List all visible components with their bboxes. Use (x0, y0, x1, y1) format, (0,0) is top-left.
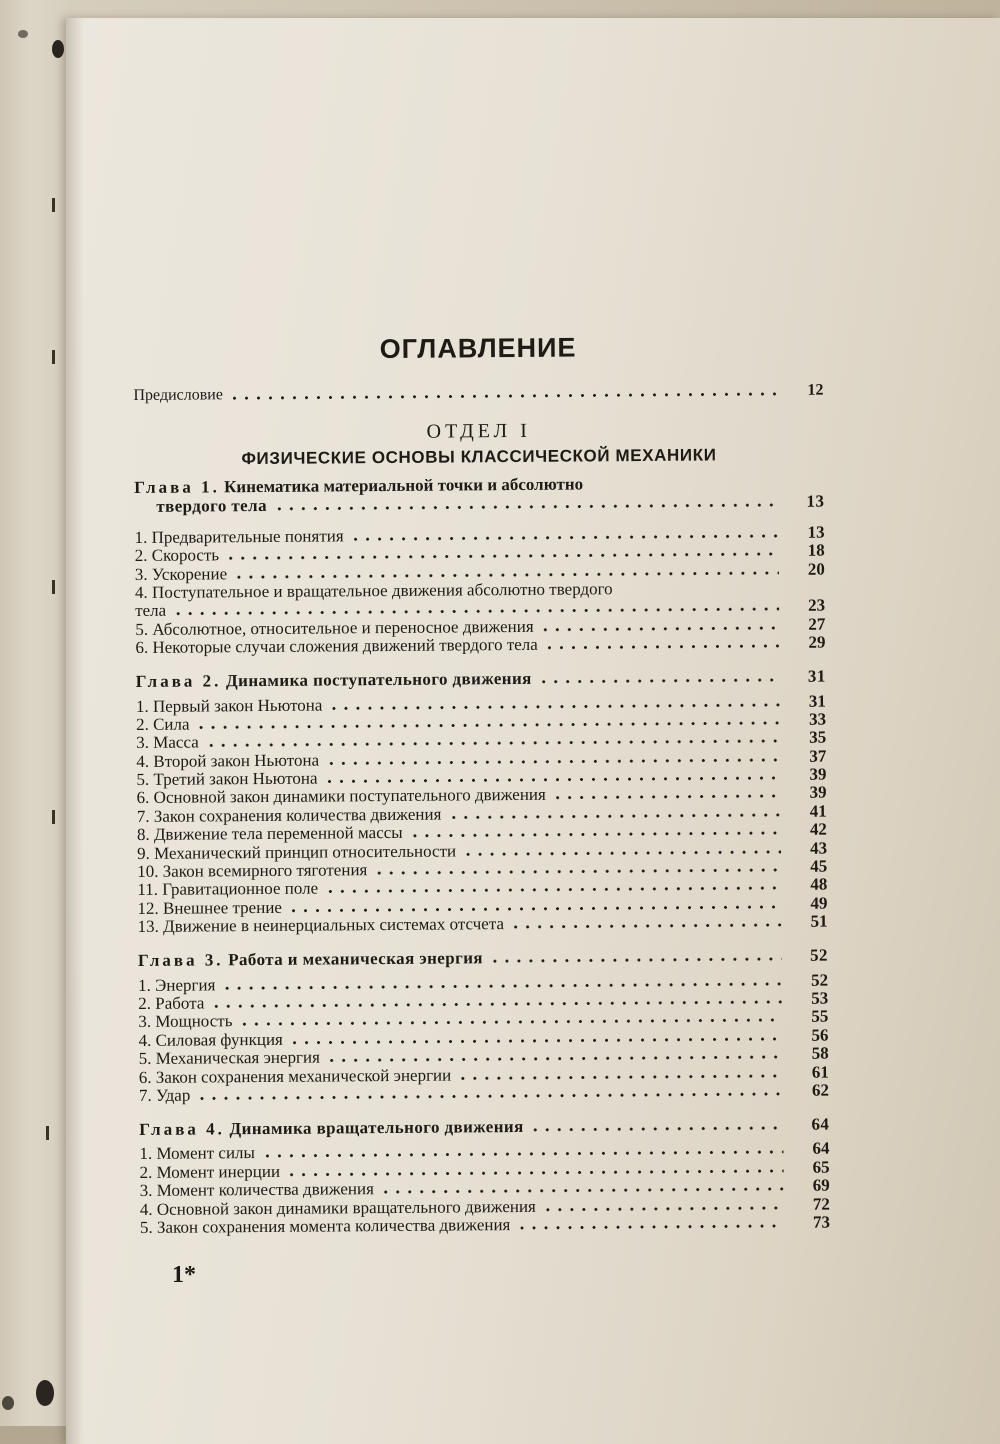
table-of-contents (133, 331, 830, 1237)
item-page: 52 (811, 970, 829, 990)
item-text: 3. Масса (136, 732, 199, 753)
item-text: 5. Механическая энергия (138, 1047, 320, 1069)
leader-dots (225, 552, 779, 560)
item-page: 62 (811, 1080, 830, 1100)
item-page: 58 (811, 1043, 829, 1063)
item-text: 5. Абсолютное, относительное и переносное движения (135, 616, 534, 639)
leader-dots (350, 534, 779, 541)
chapter-label: Глава 3. (137, 950, 224, 971)
leader-dots (542, 1205, 784, 1211)
page-stain (18, 30, 28, 38)
chapter-2 (136, 664, 828, 936)
toc-preface (133, 378, 823, 405)
item-page: 23 (808, 595, 826, 616)
page-stain (36, 1380, 54, 1406)
chapter-page: 64 (811, 1114, 830, 1134)
chapter-title: Динамика поступательного движения (225, 669, 532, 691)
item-page: 33 (808, 709, 827, 729)
page-stain (2, 1396, 14, 1410)
chapter-page: 13 (806, 491, 825, 512)
leader-dots (233, 570, 779, 578)
item-text: 1. Энергия (138, 974, 216, 995)
part-label: ОТДЕЛ I (426, 419, 531, 443)
chapter-1 (134, 473, 825, 658)
leader-dots (409, 831, 781, 838)
binding-stitch (52, 198, 55, 212)
chapter-page: 31 (807, 666, 826, 686)
page-binding-shadow (66, 18, 84, 1444)
item-page: 61 (811, 1062, 829, 1082)
binding-stitch (46, 1126, 49, 1140)
binding-stitch (52, 580, 55, 594)
leader-dots (540, 626, 780, 632)
item-page: 42 (809, 819, 827, 839)
item-text: 4. Поступательное и вращательное движения абсолютно твердого (134, 579, 613, 602)
item-text: 8. Движение тела переменной массы (136, 823, 403, 845)
leader-dots (457, 1073, 783, 1080)
page-title: ОГЛАВЛЕНИЕ (379, 332, 577, 365)
leader-dots (172, 607, 779, 616)
item-text: 10. Закон всемирного тяготения (137, 860, 368, 882)
leader-dots (210, 1000, 782, 1008)
item-text: 7. Удар (138, 1085, 191, 1105)
item-page: 20 (807, 559, 825, 579)
item-page: 27 (808, 614, 826, 634)
item-text: 4. Второй закон Ньютона (136, 750, 320, 771)
leader-dots (544, 644, 780, 650)
leader-dots (530, 1126, 784, 1132)
item-page: 45 (810, 856, 828, 876)
item-text: 1. Момент силы (139, 1143, 255, 1164)
chapter-page: 52 (809, 945, 828, 965)
item-page: 48 (810, 874, 828, 895)
item-text: 2. Сила (135, 714, 190, 734)
item-page: 31 (808, 691, 826, 711)
item-page: 37 (809, 746, 827, 766)
binding-stitch (52, 810, 55, 824)
binding-stitch (52, 350, 55, 364)
item-page: 64 (812, 1138, 830, 1159)
leader-dots (516, 1224, 784, 1230)
chapter-title: Динамика вращательного движения (229, 1116, 524, 1139)
chapter-label: Глава 2. (135, 671, 222, 692)
chapter-4 (139, 1111, 830, 1236)
leader-dots (238, 1018, 782, 1026)
item-text: 3. Ускорение (134, 563, 228, 584)
leader-dots (261, 1150, 784, 1158)
page-stain (52, 40, 64, 58)
item-text: 5. Закон сохранения момента количества движения (139, 1214, 511, 1237)
item-page: 55 (811, 1006, 829, 1027)
item-text: 1. Предварительные понятия (134, 526, 344, 547)
item-page: 13 (807, 522, 825, 542)
item-text: 2. Момент инерции (139, 1161, 281, 1182)
item-text: 5. Третий закон Ньютона (136, 768, 318, 790)
item-text: 2. Работа (138, 993, 205, 1013)
leader-dots (288, 905, 782, 913)
chapter-3 (138, 943, 829, 1105)
part-title: ФИЗИЧЕСКИЕ ОСНОВЫ КЛАССИЧЕСКОЙ МЕХАНИКИ (241, 445, 717, 469)
item-page: 39 (809, 764, 827, 784)
leader-dots (273, 503, 778, 511)
item-page: 65 (812, 1157, 830, 1177)
leader-dots (324, 886, 781, 894)
signature-mark: 1* (172, 1262, 196, 1288)
item-page: 18 (807, 540, 825, 560)
leader-dots (229, 392, 778, 400)
item-text: 4. Основной закон динамики вращательного движения (139, 1196, 536, 1219)
item-page: 53 (811, 988, 829, 1008)
leader-dots (196, 1092, 783, 1101)
item-page: 39 (809, 783, 827, 803)
item-text: 7. Закон сохранения количества движения (136, 804, 442, 826)
leader-dots (373, 868, 781, 875)
leader-dots (462, 850, 781, 857)
item-text-cont: тела (135, 601, 167, 621)
leader-dots (447, 813, 780, 820)
leader-dots (196, 721, 781, 730)
chapter-title-cont: твердого тела (156, 496, 268, 517)
item-page: 73 (812, 1212, 831, 1232)
item-text: 3. Момент количества движения (139, 1179, 374, 1201)
item-text: 3. Мощность (138, 1011, 233, 1032)
leader-dots (380, 1187, 784, 1194)
leader-dots (489, 957, 782, 963)
item-text: 6. Закон сохранения механической энергии (138, 1065, 452, 1087)
preface-page: 12 (807, 381, 824, 399)
item-page: 51 (810, 911, 828, 931)
leader-dots (326, 1055, 783, 1063)
item-page: 56 (811, 1025, 829, 1045)
item-text: 12. Внешнее трение (137, 897, 283, 918)
leader-dots (325, 758, 780, 766)
chapter-title: Работа и механическая энергия (228, 948, 484, 970)
item-page: 41 (809, 801, 827, 821)
item-text: 13. Движение в неинерциальных системах отсчета (137, 914, 505, 937)
item-text: 11. Гравитационное поле (137, 878, 319, 900)
item-page: 29 (808, 632, 826, 652)
leader-dots (510, 923, 782, 929)
item-text: 6. Основной закон динамики поступательного движения (136, 785, 546, 808)
leader-dots (552, 794, 781, 800)
leader-dots (328, 702, 780, 710)
chapter-title: Кинематика материальной точки и абсолютно (223, 474, 584, 497)
item-page: 35 (809, 727, 827, 747)
leader-dots (286, 1169, 784, 1177)
item-text: 1. Первый закон Ньютона (135, 695, 323, 716)
item-page: 72 (812, 1194, 830, 1214)
item-text: 6. Некоторые случаи сложения движений твердого тела (135, 634, 538, 658)
preface-label: Предисловие (133, 386, 223, 404)
leader-dots (221, 982, 782, 990)
item-page: 69 (812, 1175, 830, 1195)
item-text: 9. Механический принцип относительности (136, 841, 457, 863)
item-page: 49 (810, 893, 828, 913)
chapter-label: Глава 1. (134, 477, 220, 497)
item-text: 4. Силовая функция (138, 1029, 283, 1050)
chapter-label: Глава 4. (139, 1119, 225, 1139)
leader-dots (324, 776, 781, 784)
leader-dots (538, 678, 780, 684)
item-page: 43 (809, 838, 828, 858)
leader-dots (289, 1037, 783, 1045)
item-text: 2. Скорость (134, 545, 220, 566)
leader-dots (205, 739, 780, 748)
